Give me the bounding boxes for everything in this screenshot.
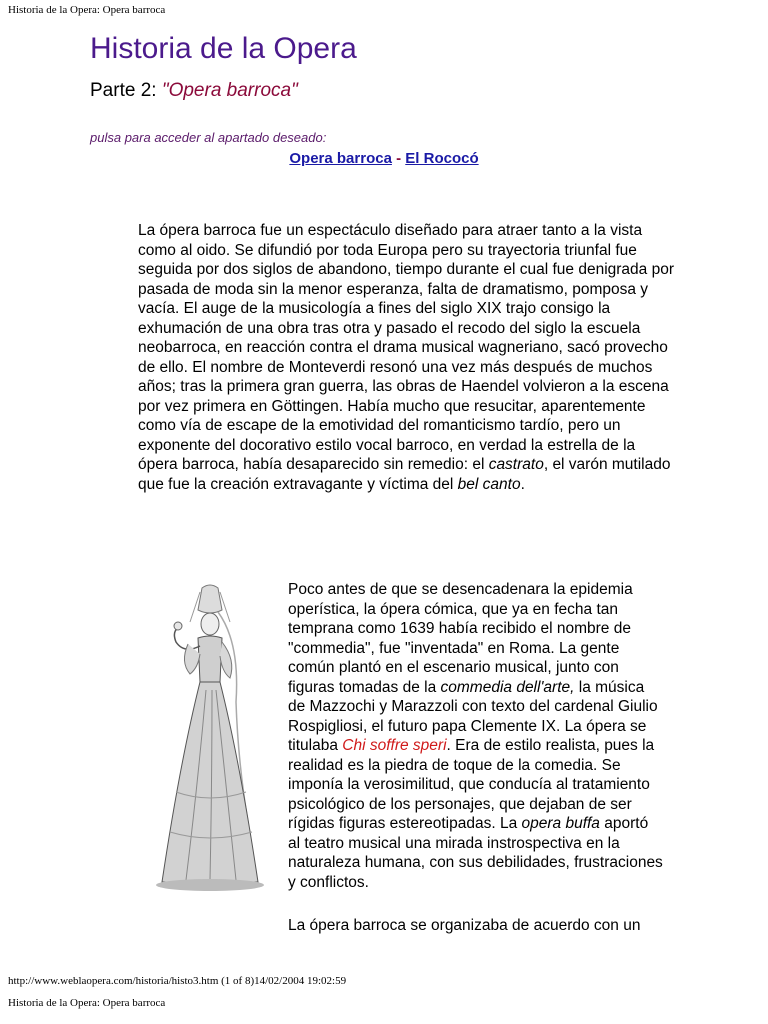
organization-paragraph <box>288 916 688 936</box>
page-subtitle <box>90 80 298 102</box>
comic-italic-commedia: commedia dell'arte, <box>440 678 575 696</box>
comic-opera-paragraph <box>288 580 663 892</box>
baroque-figure-illustration <box>140 582 275 902</box>
page-title: Historia de la Opera <box>90 32 357 65</box>
footer-url-line: http://www.weblaopera.com/historia/histo3.htm (1 of 8)14/02/2004 19:02:59 <box>8 975 347 987</box>
organization-text: La ópera barroca se organizaba de acuerdo con un <box>288 917 641 934</box>
nav-link-el-rococo[interactable]: El Rococó <box>405 150 479 167</box>
navigation-hint: pulsa para acceder al apartado deseado: <box>90 130 327 145</box>
intro-text-2: , el varón mutilado que fue la creación extravagante y víctima del <box>138 456 671 493</box>
nav-link-opera-barroca[interactable]: Opera barroca <box>289 150 392 167</box>
section-nav <box>0 150 768 167</box>
comic-text-3: . Era de estilo realista, pues la realidad es la piedra de toque de la comedia. Se imponía la verosimilitud, que conducía al tratamiento psicológico de los personajes, que dejaban de ser rígidas figuras estereotipadas. La <box>288 737 655 832</box>
subtitle-prefix: Parte 2: <box>90 80 162 101</box>
nav-separator: - <box>391 150 406 167</box>
comic-text-2: la música de Mazzochi y Marazzoli con texto del cardenal Giulio Rospigliosi, el futuro papa Clemente IX. La ópera se titulaba <box>288 678 658 754</box>
subtitle-quote: "Opera barroca" <box>161 80 298 101</box>
comic-italic-opera-buffa: opera buffa <box>521 815 600 832</box>
intro-italic-bel-canto: bel canto <box>457 475 521 493</box>
intro-paragraph <box>138 221 678 494</box>
intro-text-3: . <box>520 475 525 493</box>
next-page-header-title: Historia de la Opera: Opera barroca <box>8 997 166 1009</box>
comic-opera-title: Chi soffre speri <box>342 737 447 754</box>
intro-text-1: La ópera barroca fue un espectáculo diseñado para atraer tanto a la vista como al oido. Se difundió por toda Europa pero su trayectoria triunfal fue seguida por dos siglos de abandono, tiempo durante el cual fue denigrada por pasada de moda sin la menor esperanza, falta de dramatismo, pomposa y vacía. El auge de la musicología a fines del siglo XIX trajo consigo la exhumación de una obra tras otra y pasado el recodo del siglo la escuela neobarroca, en reacción contra el drama musical wagneriano, sacó provecho de ello. El nombre de Monteverdi resonó una vez más después de muchos años; tras la primera gran guerra, las obras de Haendel volvieron a la escena por vez primera en Göttingen. Había mucho que resucitar, aparentemente como vía de escape de la emotividad del romanticismo tardío, pero un exponente del docorativo estilo vocal barroco, en verdad la estrella de la ópera barroca, había desaparecido sin remedio: el <box>138 222 674 473</box>
comic-text-1: Poco antes de que se desencadenara la epidemia operística, la ópera cómica, que ya en fecha tan temprana como 1639 había recibido el nombre de "commedia", fue "inventada" en Roma. La gente común plantó en el escenario musical, junto con figuras tomadas de la <box>288 581 633 696</box>
intro-italic-castrato: castrato <box>488 456 544 473</box>
browser-header-title: Historia de la Opera: Opera barroca <box>8 4 166 16</box>
comic-text-4: aportó al teatro musical una mirada instrospectiva en la naturaleza humana, con sus debilidades, frustraciones y conflictos. <box>288 815 663 891</box>
